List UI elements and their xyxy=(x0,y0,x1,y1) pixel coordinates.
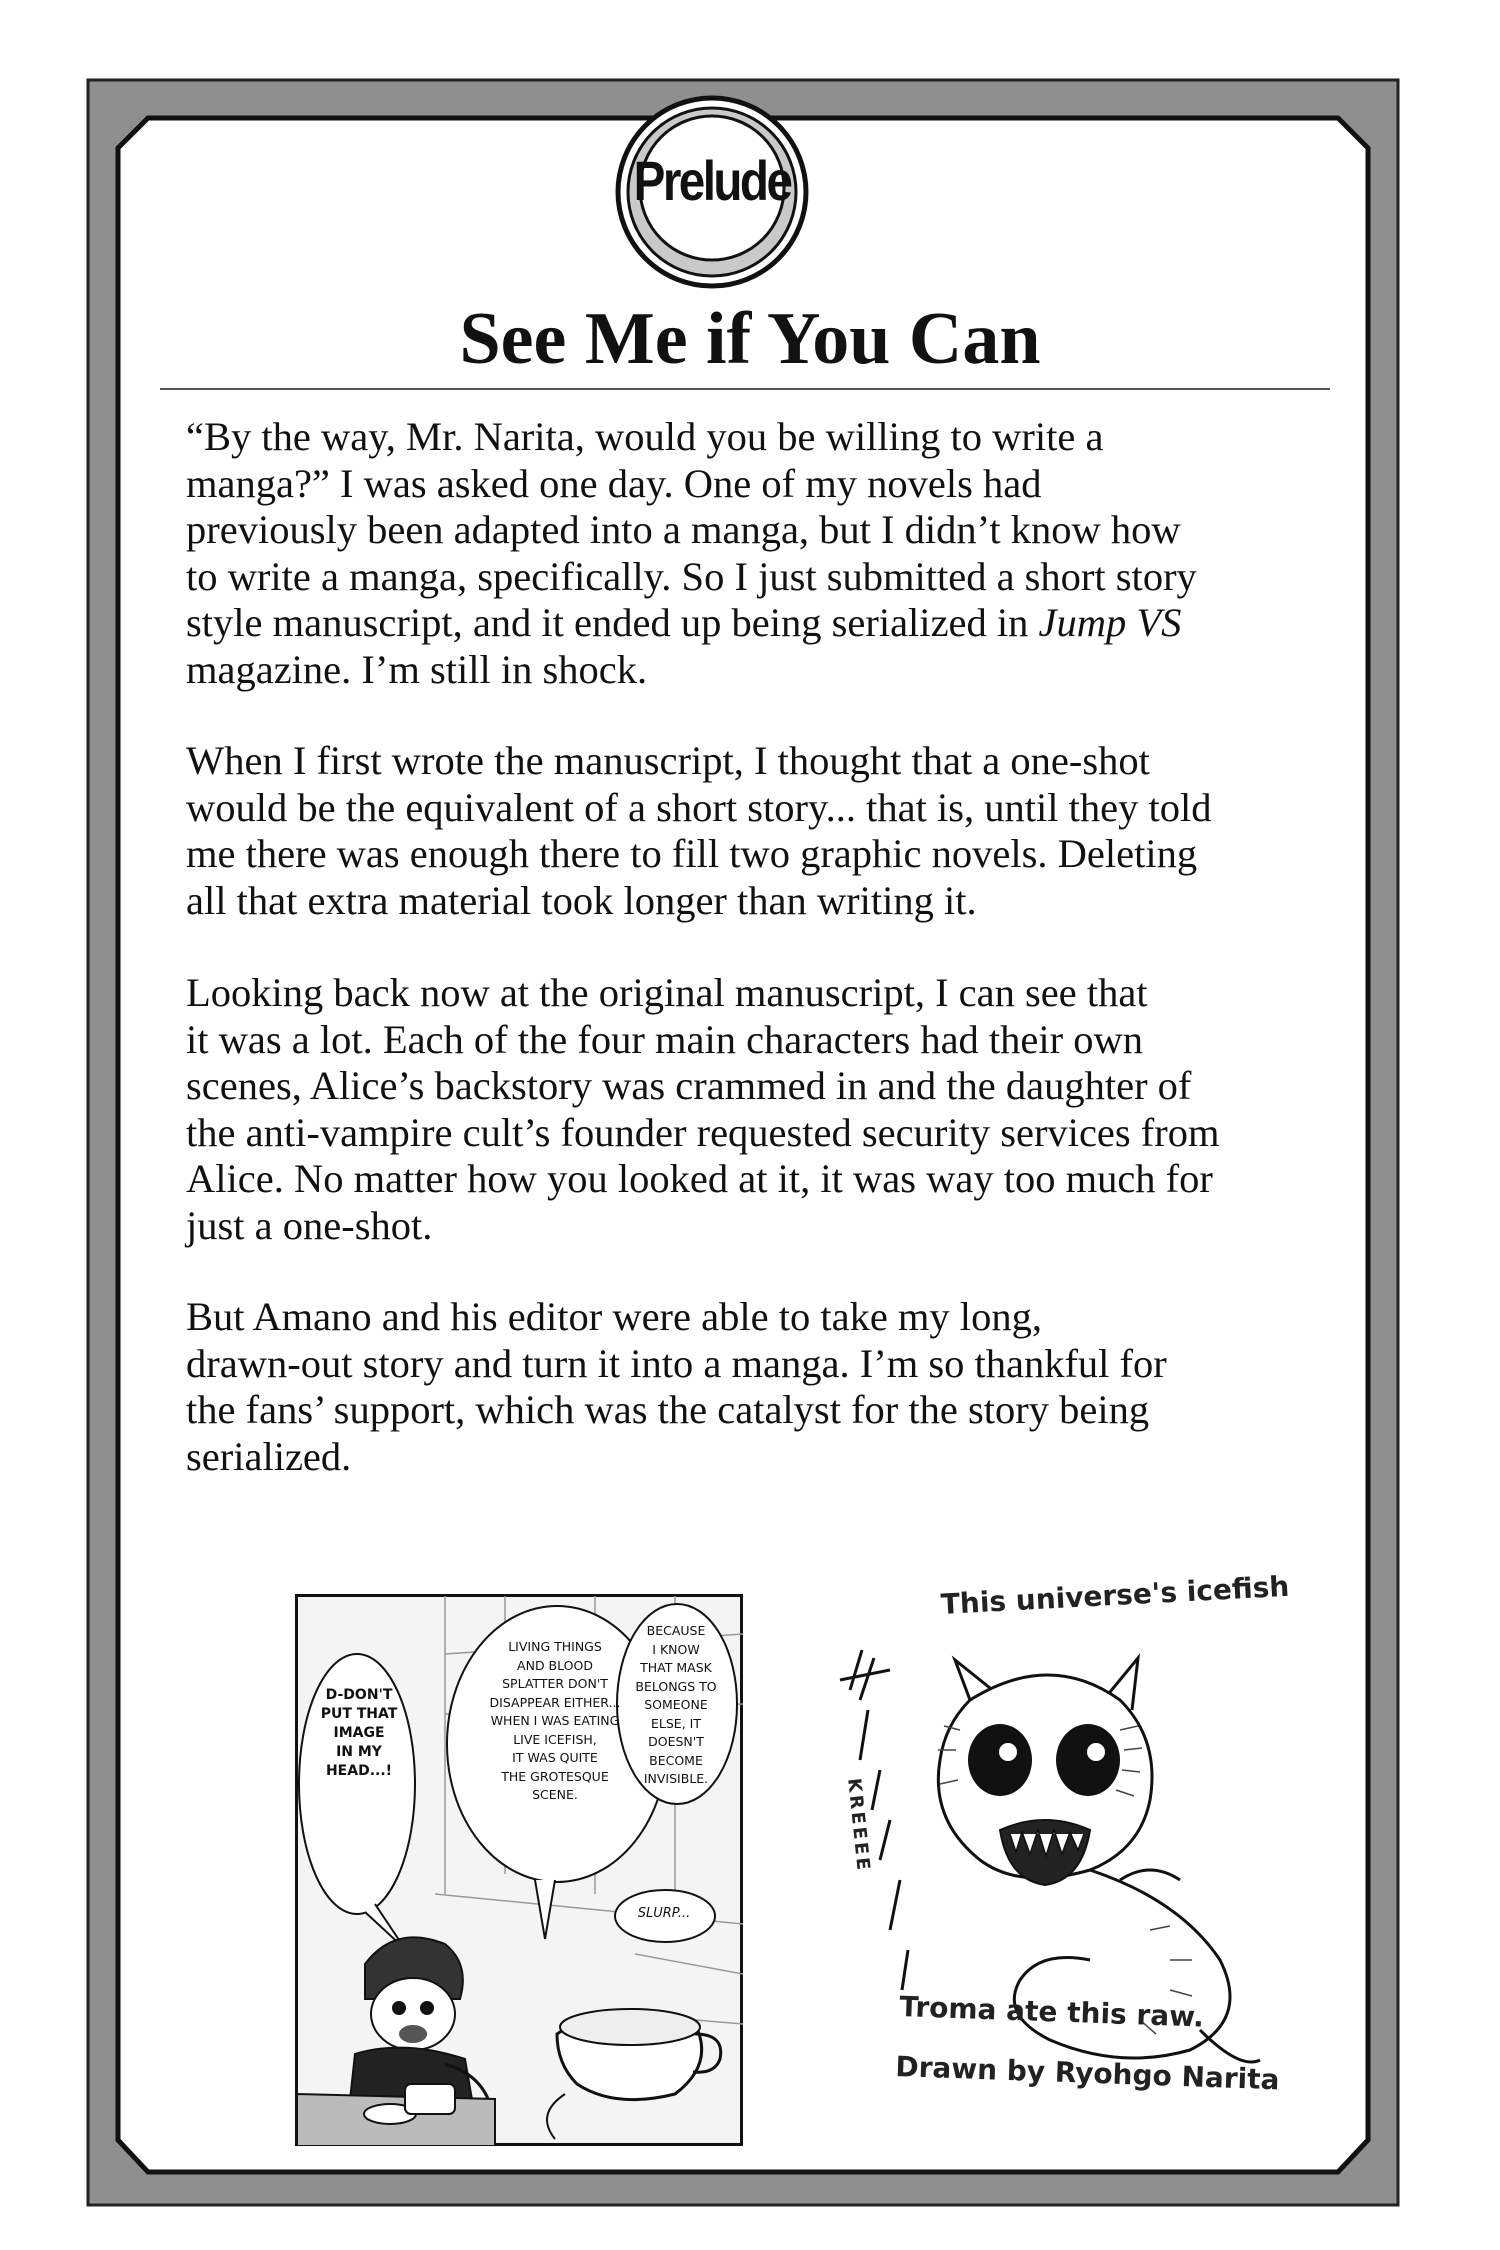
paragraph-1: “By the way, Mr. Narita, would you be willing to write a manga?” I was asked one day. One of my novels had previously been adapted into a manga, but I didn’t know how to write a manga, specifically. So I just submitted a short story style manuscript, and it ended up being serialized in Jump VS magazine. I’m still in shock. xyxy=(186,414,1197,692)
magazine-title: Jump VS xyxy=(1038,600,1182,645)
sound-effect-slurp: SLURP... xyxy=(637,1906,691,1921)
paragraph-4: But Amano and his editor were able to take my long, drawn-out story and turn it into a manga. I’m so thankful for the fans’ support, which was the catalyst for the story being serialized. xyxy=(186,1294,1167,1479)
speech-bubble-right: BECAUSE I KNOW THAT MASK BELONGS TO SOMEONE ELSE, IT DOESN'T BECOME INVISIBLE. xyxy=(635,1623,717,1786)
sketch-caption-bottom: Troma ate this raw. xyxy=(898,1990,1205,2034)
paragraph-2: When I first wrote the manuscript, I thought that a one-shot would be the equivalent of a short story... that is, until they told me there was enough there to fill two graphic novels. Deleting all that extra material took longer than writing it. xyxy=(186,738,1212,923)
title-divider xyxy=(160,388,1330,390)
page-title: See Me if You Can xyxy=(459,298,1041,380)
sketch-caption-top: This universe's icefish xyxy=(940,1569,1290,1621)
sketch-credit: Drawn by Ryohgo Narita xyxy=(894,2050,1281,2097)
prelude-badge-label: Prelude xyxy=(633,149,791,212)
speech-bubble-left: D-DON'T PUT THAT IMAGE IN MY HEAD...! xyxy=(320,1687,398,1779)
speech-bubble-center: LIVING THINGS AND BLOOD SPLATTER DON'T DISAPPEAR EITHER... WHEN I WAS EATING LIVE ICEFISH, IT WAS QUITE THE GROTESQUE SCENE. xyxy=(489,1639,621,1802)
sketch-sound-effect: KREEEE xyxy=(843,1777,874,1874)
paragraph-3: Looking back now at the original manuscript, I can see that it was a lot. Each of the four main characters had their own scenes, Alice’s backstory was crammed in and the daughter of the anti-vampire cult’s founder requested security services from Alice. No matter how you looked at it, it was way too much for just a one-shot. xyxy=(186,970,1220,1248)
